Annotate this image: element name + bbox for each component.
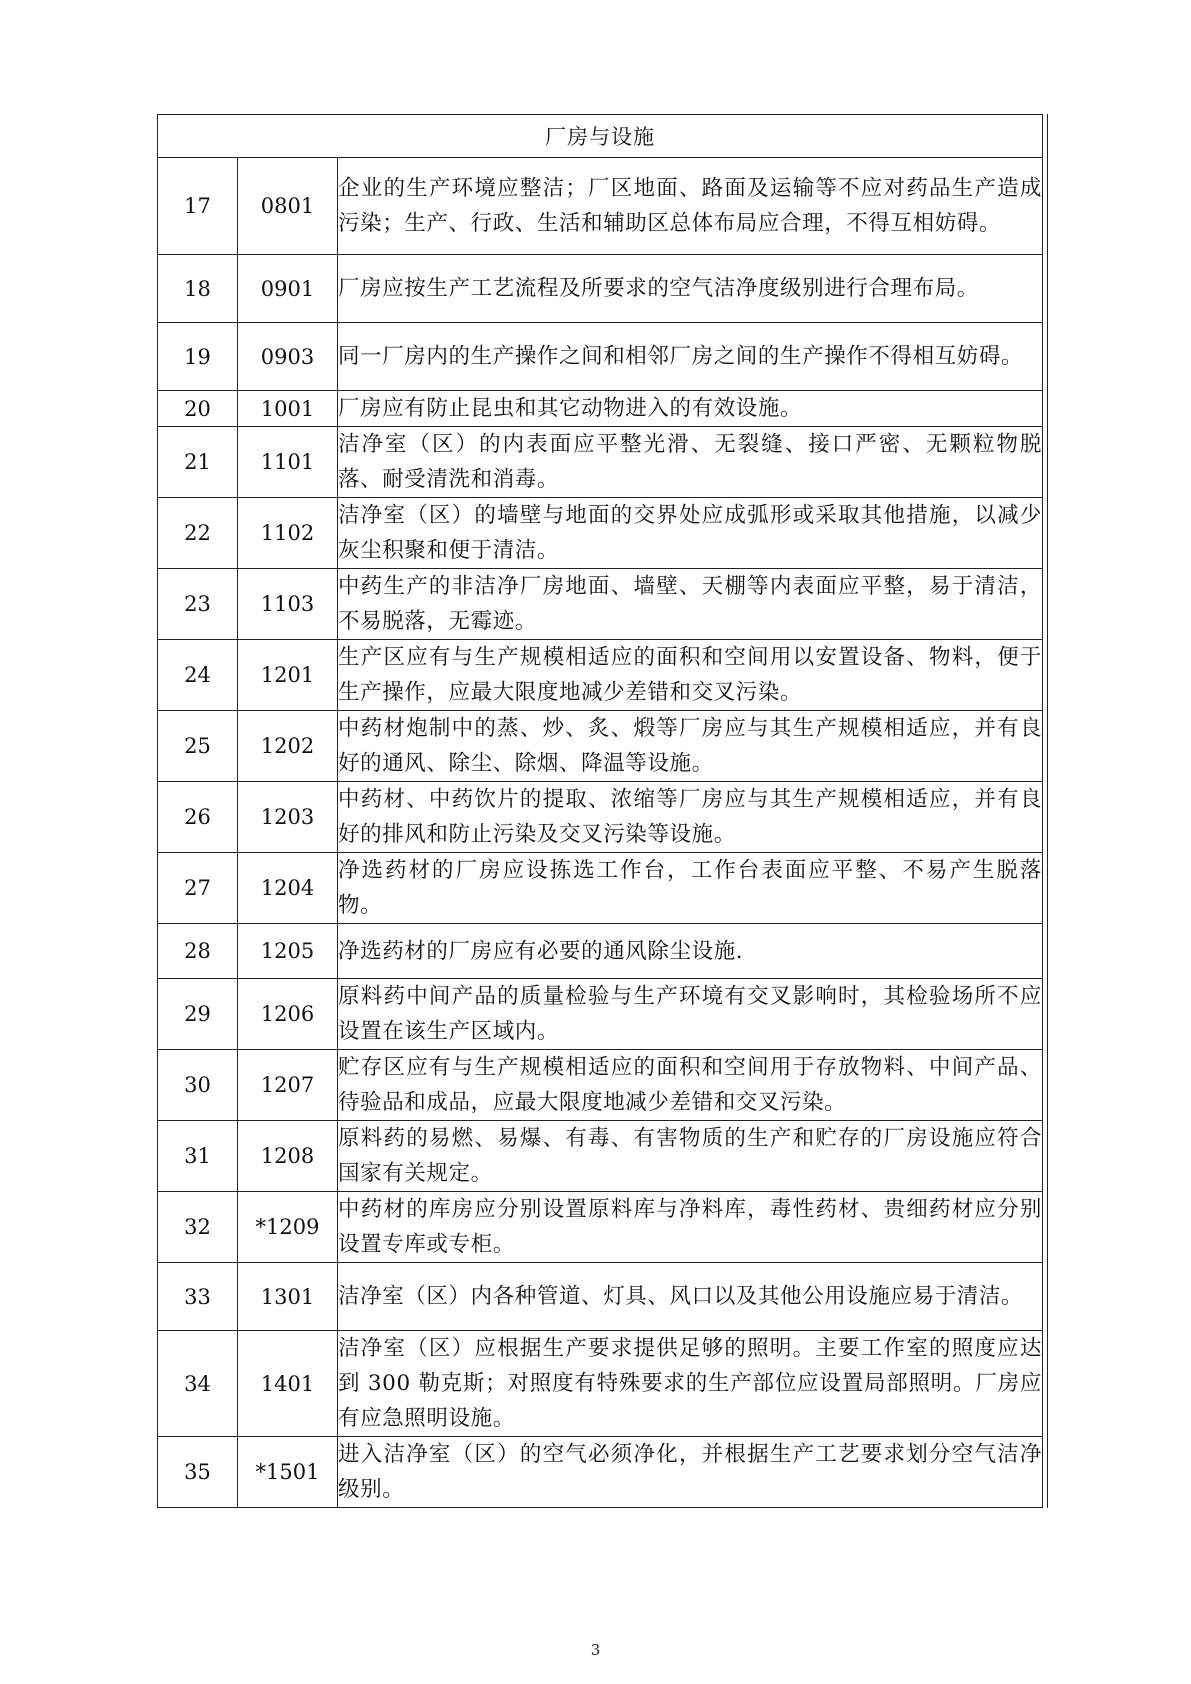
item-code: 1206 — [238, 979, 338, 1050]
item-code: 1001 — [238, 391, 338, 427]
row-number: 33 — [158, 1263, 238, 1331]
table-row — [158, 255, 1043, 323]
item-code: 0901 — [238, 255, 338, 323]
table-body — [158, 115, 1043, 1508]
item-description: 中药材炮制中的蒸、炒、炙、煅等厂房应与其生产规模相适应，并有良好的通风、除尘、除烟、降温等设施。 — [338, 711, 1043, 782]
item-description: 进入洁净室（区）的空气必须净化，并根据生产工艺要求划分空气洁净级别。 — [338, 1437, 1043, 1508]
row-number: 30 — [158, 1050, 238, 1121]
inspection-table — [157, 114, 1043, 1508]
section-title: 厂房与设施 — [158, 115, 1043, 158]
item-description: 洁净室（区）的墙壁与地面的交界处应成弧形或采取其他措施，以减少灰尘积聚和便于清洁。 — [338, 498, 1043, 569]
item-code: 1401 — [238, 1331, 338, 1437]
item-code: *1209 — [238, 1192, 338, 1263]
item-description: 洁净室（区）内各种管道、灯具、风口以及其他公用设施应易于清洁。 — [338, 1263, 1043, 1331]
item-description: 洁净室（区）应根据生产要求提供足够的照明。主要工作室的照度应达到 300 勒克斯；对照度有特殊要求的生产部位应设置局部照明。厂房应有应急照明设施。 — [338, 1331, 1043, 1437]
item-description: 原料药中间产品的质量检验与生产环境有交叉影响时，其检验场所不应设置在该生产区域内。 — [338, 979, 1043, 1050]
item-code: 1203 — [238, 782, 338, 853]
table-row — [158, 979, 1043, 1050]
row-number: 27 — [158, 853, 238, 924]
table-row — [158, 853, 1043, 924]
table-row — [158, 1437, 1043, 1508]
table-row — [158, 158, 1043, 255]
table-row — [158, 569, 1043, 640]
row-number: 32 — [158, 1192, 238, 1263]
item-code: *1501 — [238, 1437, 338, 1508]
item-code: 1103 — [238, 569, 338, 640]
row-number: 23 — [158, 569, 238, 640]
item-code: 1207 — [238, 1050, 338, 1121]
item-code: 1101 — [238, 427, 338, 498]
item-code: 1201 — [238, 640, 338, 711]
table-row — [158, 640, 1043, 711]
row-number: 28 — [158, 924, 238, 979]
item-code: 1208 — [238, 1121, 338, 1192]
item-code: 1102 — [238, 498, 338, 569]
row-number: 31 — [158, 1121, 238, 1192]
item-description: 中药材、中药饮片的提取、浓缩等厂房应与其生产规模相适应，并有良好的排风和防止污染及交叉污染等设施。 — [338, 782, 1043, 853]
table-row — [158, 782, 1043, 853]
row-number: 25 — [158, 711, 238, 782]
section-header-row — [158, 115, 1043, 158]
item-code: 1202 — [238, 711, 338, 782]
item-description: 净选药材的厂房应设拣选工作台，工作台表面应平整、不易产生脱落物。 — [338, 853, 1043, 924]
row-number: 20 — [158, 391, 238, 427]
table-row — [158, 1050, 1043, 1121]
table-row — [158, 498, 1043, 569]
item-description: 中药生产的非洁净厂房地面、墙壁、天棚等内表面应平整，易于清洁，不易脱落，无霉迹。 — [338, 569, 1043, 640]
item-description: 企业的生产环境应整洁；厂区地面、路面及运输等不应对药品生产造成污染；生产、行政、生活和辅助区总体布局应合理，不得互相妨碍。 — [338, 158, 1043, 255]
item-description: 原料药的易燃、易爆、有毒、有害物质的生产和贮存的厂房设施应符合国家有关规定。 — [338, 1121, 1043, 1192]
table-row — [158, 924, 1043, 979]
row-number: 35 — [158, 1437, 238, 1508]
item-description: 洁净室（区）的内表面应平整光滑、无裂缝、接口严密、无颗粒物脱落、耐受清洗和消毒。 — [338, 427, 1043, 498]
item-code: 1204 — [238, 853, 338, 924]
row-number: 19 — [158, 323, 238, 391]
table-row — [158, 1121, 1043, 1192]
table-row — [158, 427, 1043, 498]
item-description: 同一厂房内的生产操作之间和相邻厂房之间的生产操作不得相互妨碍。 — [338, 323, 1043, 391]
table-row — [158, 1192, 1043, 1263]
item-code: 1205 — [238, 924, 338, 979]
table-row — [158, 1331, 1043, 1437]
row-number: 24 — [158, 640, 238, 711]
row-number: 34 — [158, 1331, 238, 1437]
table-row — [158, 1263, 1043, 1331]
item-description: 生产区应有与生产规模相适应的面积和空间用以安置设备、物料，便于生产操作，应最大限度地减少差错和交叉污染。 — [338, 640, 1043, 711]
item-description: 贮存区应有与生产规模相适应的面积和空间用于存放物料、中间产品、待验品和成品，应最大限度地减少差错和交叉污染。 — [338, 1050, 1043, 1121]
row-number: 22 — [158, 498, 238, 569]
row-number: 17 — [158, 158, 238, 255]
row-number: 21 — [158, 427, 238, 498]
item-description: 净选药材的厂房应有必要的通风除尘设施. — [338, 924, 1043, 979]
item-description: 中药材的库房应分别设置原料库与净料库，毒性药材、贵细药材应分别设置专库或专柜。 — [338, 1192, 1043, 1263]
table-row — [158, 391, 1043, 427]
table-row — [158, 711, 1043, 782]
item-description: 厂房应有防止昆虫和其它动物进入的有效设施。 — [338, 391, 1043, 427]
inspection-table-wrapper — [157, 114, 1042, 1508]
row-number: 26 — [158, 782, 238, 853]
item-code: 1301 — [238, 1263, 338, 1331]
page-number: 3 — [590, 1641, 601, 1659]
row-number: 18 — [158, 255, 238, 323]
item-code: 0801 — [238, 158, 338, 255]
row-number: 29 — [158, 979, 238, 1050]
item-description: 厂房应按生产工艺流程及所要求的空气洁净度级别进行合理布局。 — [338, 255, 1043, 323]
table-row — [158, 323, 1043, 391]
item-code: 0903 — [238, 323, 338, 391]
